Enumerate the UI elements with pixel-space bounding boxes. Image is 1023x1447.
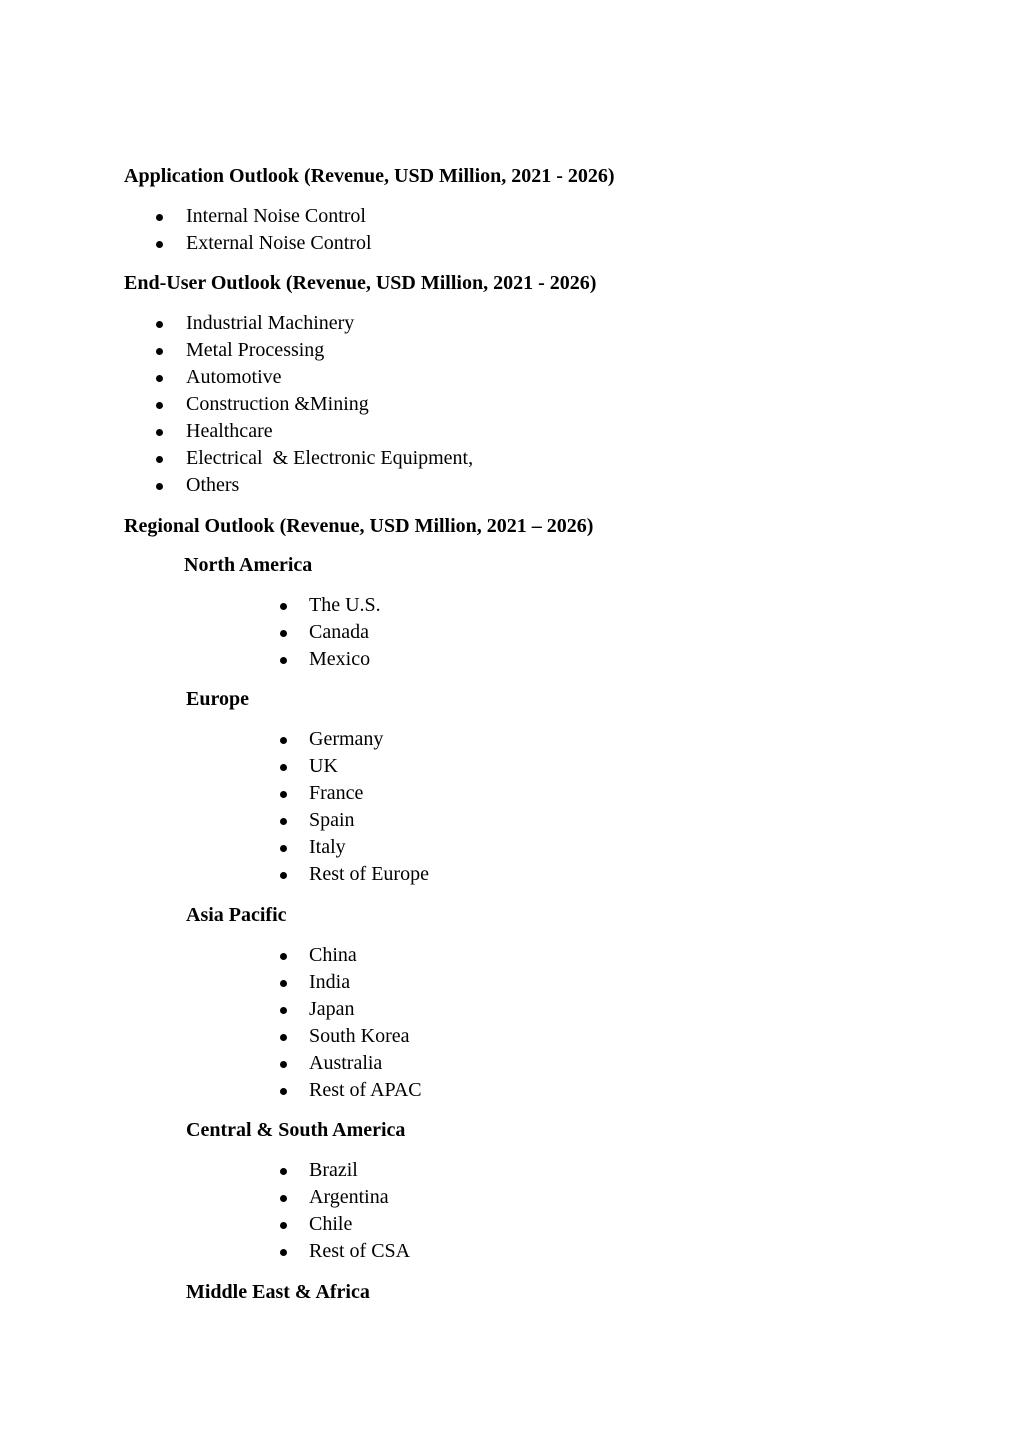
bullet-icon [280,953,287,960]
list-item: Mexico [309,646,381,673]
asia-pacific-heading: Asia Pacific [186,904,287,926]
north-america-heading: North America [184,554,313,576]
bullet-icon [280,1168,287,1175]
list-item: The U.S. [309,592,381,619]
end-user-list [186,310,473,499]
mea-heading: Middle East & Africa [186,1281,370,1303]
list-item: South Korea [309,1023,422,1050]
list-item: Healthcare [186,418,473,445]
bullet-icon [280,630,287,637]
bullet-icon [280,1222,287,1229]
bullet-icon [280,1195,287,1202]
application-list [186,203,372,257]
bullet-icon [280,603,287,610]
bullet-icon [280,845,287,852]
list-item: Australia [309,1050,422,1077]
bullet-icon [280,1007,287,1014]
list-item: Spain [309,807,429,834]
list-item: UK [309,753,429,780]
bullet-icon [156,321,163,328]
north-america-list [309,592,381,673]
bullet-icon [280,791,287,798]
bullet-icon [156,214,163,221]
list-item: Internal Noise Control [186,203,372,230]
list-item: Industrial Machinery [186,310,473,337]
list-item: Electrical & Electronic Equipment, [186,445,473,472]
csa-list [309,1157,410,1265]
bullet-icon [280,980,287,987]
list-item: Germany [309,726,429,753]
bullet-icon [280,872,287,879]
bullet-icon [156,241,163,248]
regional-outlook-heading: Regional Outlook (Revenue, USD Million, 2021 – 2026) [124,515,594,537]
list-item: Canada [309,619,381,646]
list-item: Rest of APAC [309,1077,422,1104]
list-item: India [309,969,422,996]
list-item: China [309,942,422,969]
list-item: Rest of CSA [309,1238,410,1265]
csa-heading: Central & South America [186,1119,406,1141]
list-item: Japan [309,996,422,1023]
list-item: France [309,780,429,807]
list-item: Automotive [186,364,473,391]
bullet-icon [156,348,163,355]
bullet-icon [280,1088,287,1095]
list-item: Metal Processing [186,337,473,364]
bullet-icon [280,657,287,664]
bullet-icon [280,764,287,771]
bullet-icon [280,818,287,825]
bullet-icon [156,429,163,436]
bullet-icon [156,375,163,382]
europe-list [309,726,429,888]
europe-heading: Europe [186,688,249,710]
application-outlook-heading: Application Outlook (Revenue, USD Million, 2021 - 2026) [124,165,615,187]
bullet-icon [156,402,163,409]
bullet-icon [280,1034,287,1041]
bullet-icon [156,483,163,490]
asia-pacific-list [309,942,422,1104]
list-item: Argentina [309,1184,410,1211]
list-item: Brazil [309,1157,410,1184]
list-item: External Noise Control [186,230,372,257]
bullet-icon [280,1061,287,1068]
list-item: Italy [309,834,429,861]
list-item: Construction &Mining [186,391,473,418]
bullet-icon [280,1249,287,1256]
bullet-icon [156,456,163,463]
end-user-outlook-heading: End-User Outlook (Revenue, USD Million, 2021 - 2026) [124,272,597,294]
list-item: Rest of Europe [309,861,429,888]
list-item: Others [186,472,473,499]
list-item: Chile [309,1211,410,1238]
bullet-icon [280,737,287,744]
